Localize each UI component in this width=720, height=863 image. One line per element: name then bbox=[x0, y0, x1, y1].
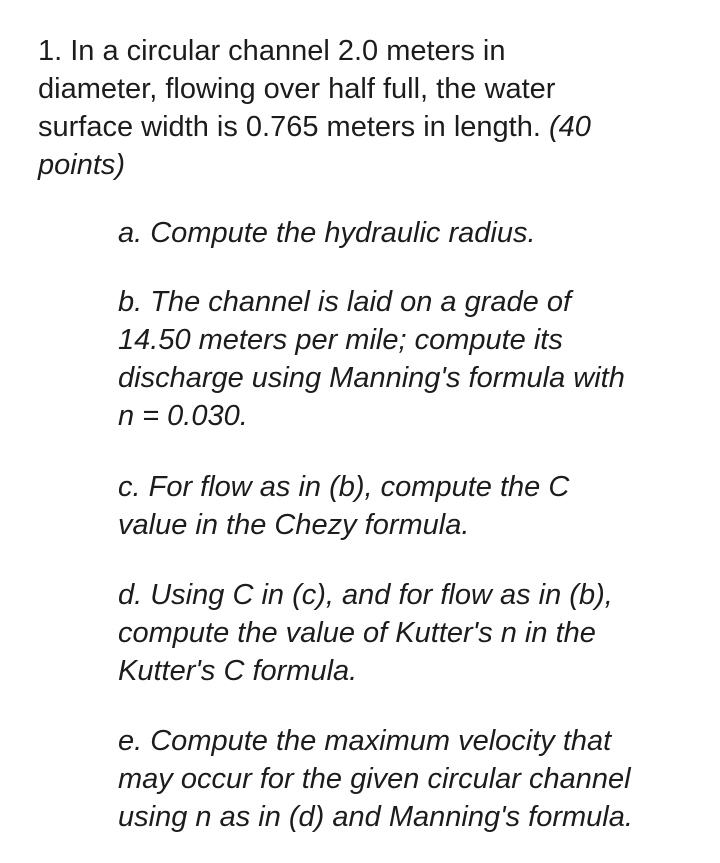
subpart-line: using n as in (d) and Manning's formula. bbox=[118, 801, 633, 833]
subpart-e bbox=[118, 722, 698, 836]
problem-line-text: surface width is 0.765 meters in length. bbox=[38, 111, 549, 143]
points-label: (40 bbox=[548, 111, 591, 143]
subpart-line: b. The channel is laid on a grade of bbox=[118, 286, 572, 318]
problem-line: 1. In a circular channel 2.0 meters in bbox=[38, 35, 506, 67]
problem-line: diameter, flowing over half full, the water bbox=[38, 73, 556, 105]
problem-line bbox=[38, 108, 678, 146]
points-label-continued: points) bbox=[38, 149, 126, 181]
subpart-line: compute the value of Kutter's n in the bbox=[118, 617, 596, 649]
subpart-a bbox=[118, 214, 698, 252]
subpart-line: Kutter's C formula. bbox=[118, 655, 358, 687]
subpart-line: may occur for the given circular channel bbox=[118, 763, 631, 795]
subpart-line: a. Compute the hydraulic radius. bbox=[118, 217, 536, 249]
subpart-line: 14.50 meters per mile; compute its bbox=[118, 324, 563, 356]
subpart-c bbox=[118, 468, 698, 544]
problem-statement bbox=[38, 32, 678, 184]
subpart-line: e. Compute the maximum velocity that bbox=[118, 725, 612, 757]
subpart-d bbox=[118, 576, 698, 690]
subpart-b bbox=[118, 283, 698, 435]
subpart-line: value in the Chezy formula. bbox=[118, 509, 470, 541]
subpart-line: c. For flow as in (b), compute the C bbox=[118, 471, 570, 503]
subpart-line: d. Using C in (c), and for flow as in (b), bbox=[118, 579, 613, 611]
subpart-line: n = 0.030. bbox=[118, 400, 248, 432]
subpart-line: discharge using Manning's formula with bbox=[118, 362, 625, 394]
